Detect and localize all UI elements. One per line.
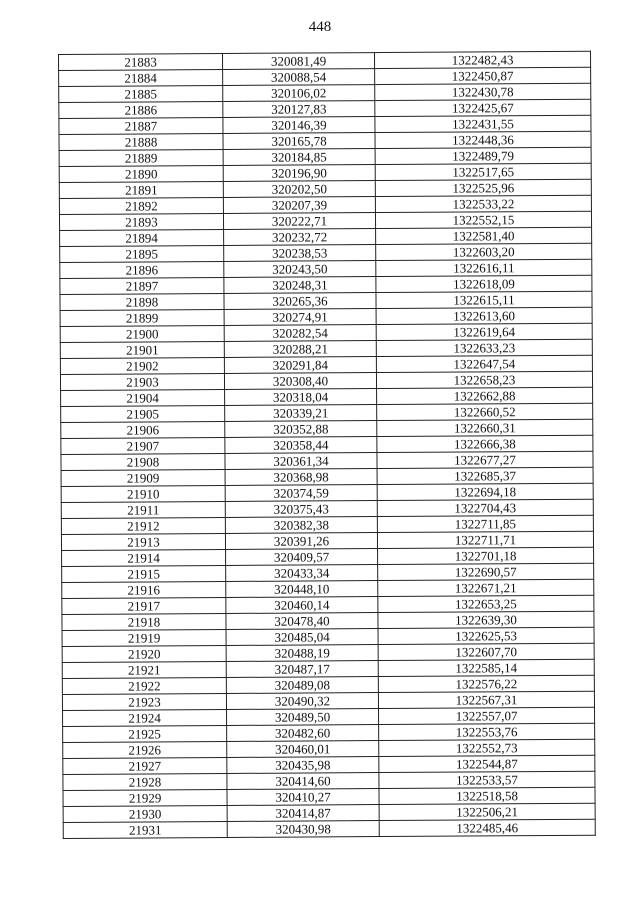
y-coordinate-cell: 1322567,31 bbox=[378, 691, 594, 708]
x-coordinate-cell: 320430,98 bbox=[227, 821, 379, 838]
x-coordinate-cell: 320448,10 bbox=[226, 581, 378, 598]
point-number-cell: 21920 bbox=[62, 645, 226, 662]
x-coordinate-cell: 320184,85 bbox=[223, 149, 375, 166]
y-coordinate-cell: 1322615,11 bbox=[376, 291, 592, 308]
point-number-cell: 21901 bbox=[60, 341, 224, 358]
x-coordinate-cell: 320361,34 bbox=[225, 453, 377, 470]
point-number-cell: 21916 bbox=[62, 581, 226, 598]
x-coordinate-cell: 320488,19 bbox=[226, 645, 378, 662]
point-number-cell: 21913 bbox=[61, 533, 225, 550]
point-number-cell: 21902 bbox=[60, 357, 224, 374]
x-coordinate-cell: 320487,17 bbox=[226, 661, 378, 678]
y-coordinate-cell: 1322450,87 bbox=[375, 67, 591, 84]
point-number-cell: 21925 bbox=[63, 725, 227, 742]
x-coordinate-cell: 320409,57 bbox=[226, 549, 378, 566]
point-number-cell: 21903 bbox=[60, 373, 224, 390]
y-coordinate-cell: 1322616,11 bbox=[376, 259, 592, 276]
y-coordinate-cell: 1322431,55 bbox=[375, 115, 591, 132]
point-number-cell: 21907 bbox=[61, 437, 225, 454]
x-coordinate-cell: 320291,84 bbox=[224, 357, 376, 374]
x-coordinate-cell: 320352,88 bbox=[225, 421, 377, 438]
x-coordinate-cell: 320238,53 bbox=[224, 245, 376, 262]
point-number-cell: 21911 bbox=[61, 501, 225, 518]
point-number-cell: 21928 bbox=[63, 773, 227, 790]
table-row bbox=[63, 819, 595, 838]
y-coordinate-cell: 1322711,85 bbox=[377, 515, 593, 532]
y-coordinate-cell: 1322633,23 bbox=[376, 339, 592, 356]
x-coordinate-cell: 320232,72 bbox=[224, 229, 376, 246]
y-coordinate-cell: 1322662,88 bbox=[377, 387, 593, 404]
y-coordinate-cell: 1322482,43 bbox=[374, 51, 590, 68]
y-coordinate-cell: 1322506,21 bbox=[379, 803, 595, 820]
x-coordinate-cell: 320243,50 bbox=[224, 261, 376, 278]
y-coordinate-cell: 1322603,20 bbox=[376, 243, 592, 260]
x-coordinate-cell: 320460,14 bbox=[226, 597, 378, 614]
y-coordinate-cell: 1322694,18 bbox=[377, 483, 593, 500]
x-coordinate-cell: 320489,50 bbox=[227, 709, 379, 726]
y-coordinate-cell: 1322671,21 bbox=[378, 579, 594, 596]
x-coordinate-cell: 320222,71 bbox=[223, 213, 375, 230]
point-number-cell: 21914 bbox=[62, 549, 226, 566]
y-coordinate-cell: 1322430,78 bbox=[375, 83, 591, 100]
x-coordinate-cell: 320202,50 bbox=[223, 181, 375, 198]
x-coordinate-cell: 320248,31 bbox=[224, 277, 376, 294]
point-number-cell: 21926 bbox=[63, 741, 227, 758]
x-coordinate-cell: 320081,49 bbox=[222, 53, 374, 70]
point-number-cell: 21909 bbox=[61, 469, 225, 486]
y-coordinate-cell: 1322533,22 bbox=[375, 195, 591, 212]
x-coordinate-cell: 320368,98 bbox=[225, 469, 377, 486]
point-number-cell: 21915 bbox=[62, 565, 226, 582]
point-number-cell: 21896 bbox=[60, 261, 224, 278]
point-number-cell: 21919 bbox=[62, 629, 226, 646]
x-coordinate-cell: 320485,04 bbox=[226, 629, 378, 646]
y-coordinate-cell: 1322425,67 bbox=[375, 99, 591, 116]
x-coordinate-cell: 320478,40 bbox=[226, 613, 378, 630]
point-number-cell: 21888 bbox=[59, 133, 223, 150]
point-number-cell: 21929 bbox=[63, 789, 227, 806]
point-number-cell: 21884 bbox=[59, 69, 223, 86]
coordinates-table-container bbox=[58, 51, 595, 839]
y-coordinate-cell: 1322613,60 bbox=[376, 307, 592, 324]
y-coordinate-cell: 1322619,64 bbox=[376, 323, 592, 340]
y-coordinate-cell: 1322701,18 bbox=[378, 547, 594, 564]
y-coordinate-cell: 1322517,65 bbox=[375, 163, 591, 180]
x-coordinate-cell: 320265,36 bbox=[224, 293, 376, 310]
point-number-cell: 21922 bbox=[62, 677, 226, 694]
coordinates-table bbox=[58, 51, 596, 839]
point-number-cell: 21891 bbox=[59, 181, 223, 198]
y-coordinate-cell: 1322658,23 bbox=[376, 371, 592, 388]
y-coordinate-cell: 1322518,58 bbox=[379, 787, 595, 804]
point-number-cell: 21905 bbox=[61, 405, 225, 422]
y-coordinate-cell: 1322666,38 bbox=[377, 435, 593, 452]
x-coordinate-cell: 320414,60 bbox=[227, 773, 379, 790]
x-coordinate-cell: 320207,39 bbox=[223, 197, 375, 214]
point-number-cell: 21912 bbox=[61, 517, 225, 534]
coordinates-table-body bbox=[59, 51, 596, 838]
point-number-cell: 21908 bbox=[61, 453, 225, 470]
y-coordinate-cell: 1322576,22 bbox=[378, 675, 594, 692]
point-number-cell: 21921 bbox=[62, 661, 226, 678]
x-coordinate-cell: 320382,38 bbox=[225, 517, 377, 534]
y-coordinate-cell: 1322653,25 bbox=[378, 595, 594, 612]
point-number-cell: 21904 bbox=[61, 389, 225, 406]
y-coordinate-cell: 1322552,15 bbox=[375, 211, 591, 228]
point-number-cell: 21918 bbox=[62, 613, 226, 630]
x-coordinate-cell: 320127,83 bbox=[223, 101, 375, 118]
y-coordinate-cell: 1322677,27 bbox=[377, 451, 593, 468]
x-coordinate-cell: 320391,26 bbox=[225, 533, 377, 550]
y-coordinate-cell: 1322607,70 bbox=[378, 643, 594, 660]
y-coordinate-cell: 1322647,54 bbox=[376, 355, 592, 372]
point-number-cell: 21910 bbox=[61, 485, 225, 502]
point-number-cell: 21930 bbox=[63, 805, 227, 822]
x-coordinate-cell: 320274,91 bbox=[224, 309, 376, 326]
x-coordinate-cell: 320489,08 bbox=[226, 677, 378, 694]
y-coordinate-cell: 1322660,52 bbox=[377, 403, 593, 420]
x-coordinate-cell: 320088,54 bbox=[223, 69, 375, 86]
x-coordinate-cell: 320165,78 bbox=[223, 133, 375, 150]
y-coordinate-cell: 1322552,73 bbox=[379, 739, 595, 756]
y-coordinate-cell: 1322553,76 bbox=[379, 723, 595, 740]
x-coordinate-cell: 320106,02 bbox=[223, 85, 375, 102]
point-number-cell: 21906 bbox=[61, 421, 225, 438]
x-coordinate-cell: 320410,27 bbox=[227, 789, 379, 806]
y-coordinate-cell: 1322557,07 bbox=[379, 707, 595, 724]
x-coordinate-cell: 320433,34 bbox=[226, 565, 378, 582]
y-coordinate-cell: 1322639,30 bbox=[378, 611, 594, 628]
y-coordinate-cell: 1322618,09 bbox=[376, 275, 592, 292]
point-number-cell: 21894 bbox=[60, 229, 224, 246]
x-coordinate-cell: 320282,54 bbox=[224, 325, 376, 342]
x-coordinate-cell: 320435,98 bbox=[227, 757, 379, 774]
x-coordinate-cell: 320414,87 bbox=[227, 805, 379, 822]
point-number-cell: 21927 bbox=[63, 757, 227, 774]
x-coordinate-cell: 320318,04 bbox=[225, 389, 377, 406]
point-number-cell: 21889 bbox=[59, 149, 223, 166]
y-coordinate-cell: 1322685,37 bbox=[377, 467, 593, 484]
x-coordinate-cell: 320374,59 bbox=[225, 485, 377, 502]
point-number-cell: 21897 bbox=[60, 277, 224, 294]
y-coordinate-cell: 1322489,79 bbox=[375, 147, 591, 164]
y-coordinate-cell: 1322704,43 bbox=[377, 499, 593, 516]
y-coordinate-cell: 1322690,57 bbox=[378, 563, 594, 580]
point-number-cell: 21898 bbox=[60, 293, 224, 310]
y-coordinate-cell: 1322660,31 bbox=[377, 419, 593, 436]
point-number-cell: 21893 bbox=[59, 213, 223, 230]
point-number-cell: 21890 bbox=[59, 165, 223, 182]
x-coordinate-cell: 320339,21 bbox=[225, 405, 377, 422]
x-coordinate-cell: 320482,60 bbox=[227, 725, 379, 742]
y-coordinate-cell: 1322533,57 bbox=[379, 771, 595, 788]
point-number-cell: 21931 bbox=[63, 821, 227, 838]
point-number-cell: 21883 bbox=[59, 53, 223, 70]
y-coordinate-cell: 1322525,96 bbox=[375, 179, 591, 196]
x-coordinate-cell: 320460,01 bbox=[227, 741, 379, 758]
point-number-cell: 21886 bbox=[59, 101, 223, 118]
x-coordinate-cell: 320490,32 bbox=[226, 693, 378, 710]
point-number-cell: 21917 bbox=[62, 597, 226, 614]
point-number-cell: 21900 bbox=[60, 325, 224, 342]
x-coordinate-cell: 320196,90 bbox=[223, 165, 375, 182]
x-coordinate-cell: 320358,44 bbox=[225, 437, 377, 454]
y-coordinate-cell: 1322585,14 bbox=[378, 659, 594, 676]
x-coordinate-cell: 320308,40 bbox=[224, 373, 376, 390]
y-coordinate-cell: 1322544,87 bbox=[379, 755, 595, 772]
y-coordinate-cell: 1322485,46 bbox=[379, 819, 595, 836]
point-number-cell: 21887 bbox=[59, 117, 223, 134]
y-coordinate-cell: 1322711,71 bbox=[377, 531, 593, 548]
x-coordinate-cell: 320288,21 bbox=[224, 341, 376, 358]
point-number-cell: 21923 bbox=[62, 693, 226, 710]
y-coordinate-cell: 1322625,53 bbox=[378, 627, 594, 644]
y-coordinate-cell: 1322448,36 bbox=[375, 131, 591, 148]
page-number: 448 bbox=[308, 19, 332, 35]
point-number-cell: 21892 bbox=[59, 197, 223, 214]
point-number-cell: 21924 bbox=[63, 709, 227, 726]
x-coordinate-cell: 320146,39 bbox=[223, 117, 375, 134]
point-number-cell: 21895 bbox=[60, 245, 224, 262]
x-coordinate-cell: 320375,43 bbox=[225, 501, 377, 518]
y-coordinate-cell: 1322581,40 bbox=[376, 227, 592, 244]
point-number-cell: 21885 bbox=[59, 85, 223, 102]
point-number-cell: 21899 bbox=[60, 309, 224, 326]
